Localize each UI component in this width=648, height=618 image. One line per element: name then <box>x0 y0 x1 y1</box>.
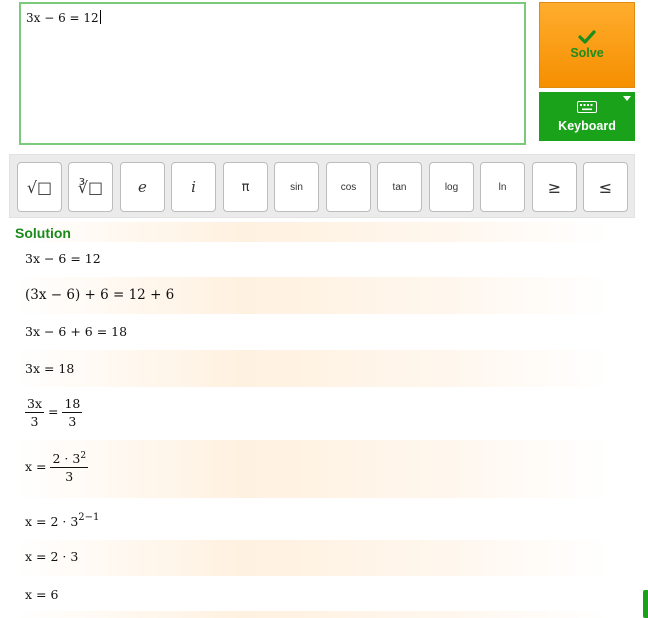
pi-key-label: π <box>241 179 250 195</box>
cos-key[interactable] <box>326 162 371 212</box>
less-equal-key[interactable] <box>583 162 628 212</box>
math-toolbar <box>9 154 635 218</box>
solution-step-4: 3x = 18 <box>25 361 75 376</box>
dropdown-arrow-icon[interactable] <box>623 96 631 101</box>
greater-equal-key-label: ≥ <box>547 177 562 197</box>
solution-step-9: x = 6 <box>25 587 59 602</box>
i-key[interactable] <box>171 162 216 212</box>
ln-key-label: ln <box>498 181 507 193</box>
sqrt-key[interactable] <box>17 162 62 212</box>
solution-heading: Solution <box>15 225 71 241</box>
ln-key[interactable] <box>480 162 525 212</box>
solution-step-1: 3x − 6 = 12 <box>25 251 101 266</box>
keyboard-icon <box>577 101 597 116</box>
cube-root-key[interactable] <box>68 162 113 212</box>
equation-text: 3x − 6 = 12 <box>26 11 99 25</box>
step-band <box>15 440 609 498</box>
e-key[interactable] <box>120 162 165 212</box>
i-key-label: i <box>191 178 196 196</box>
cos-key-label: cos <box>340 181 357 193</box>
solve-button[interactable] <box>539 2 635 88</box>
solve-label: Solve <box>570 46 604 60</box>
tan-key[interactable] <box>377 162 422 212</box>
solution-step-6: x = $\frac{2 \cdot 3^2}{3}$ <box>25 451 87 485</box>
solution-step-7: $x = 2 \cdot 3^{2-1}$ <box>25 512 100 529</box>
fraction: $\frac{2 \cdot 3^2}{3}$ <box>52 451 87 485</box>
step-band <box>15 611 609 618</box>
log-key-label: log <box>444 181 459 193</box>
e-key-label: e <box>138 178 147 196</box>
pi-key[interactable] <box>223 162 268 212</box>
sqrt-key-label: √□ <box>26 177 53 197</box>
tan-key-label: tan <box>392 181 407 193</box>
solution-step-2: (3x − 6) + 6 = 12 + 6 <box>25 287 175 303</box>
text-caret <box>100 10 101 24</box>
step-band <box>15 350 609 387</box>
keyboard-button[interactable] <box>539 92 635 141</box>
equation-input[interactable] <box>19 2 526 145</box>
solution-step-3: 3x − 6 + 6 = 18 <box>25 324 128 339</box>
keyboard-label: Keyboard <box>558 118 616 133</box>
solution-heading-band <box>15 222 609 242</box>
cube-root-key-label: ∛□ <box>77 177 104 197</box>
side-tab[interactable] <box>643 590 648 618</box>
sin-key[interactable] <box>274 162 319 212</box>
less-equal-key-label: ≤ <box>598 177 613 197</box>
step-band <box>15 540 609 576</box>
greater-equal-key[interactable] <box>532 162 577 212</box>
sin-key-label: sin <box>290 181 303 193</box>
solution-step-5: $\frac{3x}{3}$ = $\frac{18}{3}$ <box>27 396 81 429</box>
checkmark-icon <box>578 30 596 44</box>
solution-step-8: x = 2 · 3 <box>25 549 79 564</box>
log-key[interactable] <box>429 162 474 212</box>
fraction: $\frac{18}{3}$ <box>64 396 81 429</box>
fraction: $\frac{3x}{3}$ <box>27 396 43 429</box>
